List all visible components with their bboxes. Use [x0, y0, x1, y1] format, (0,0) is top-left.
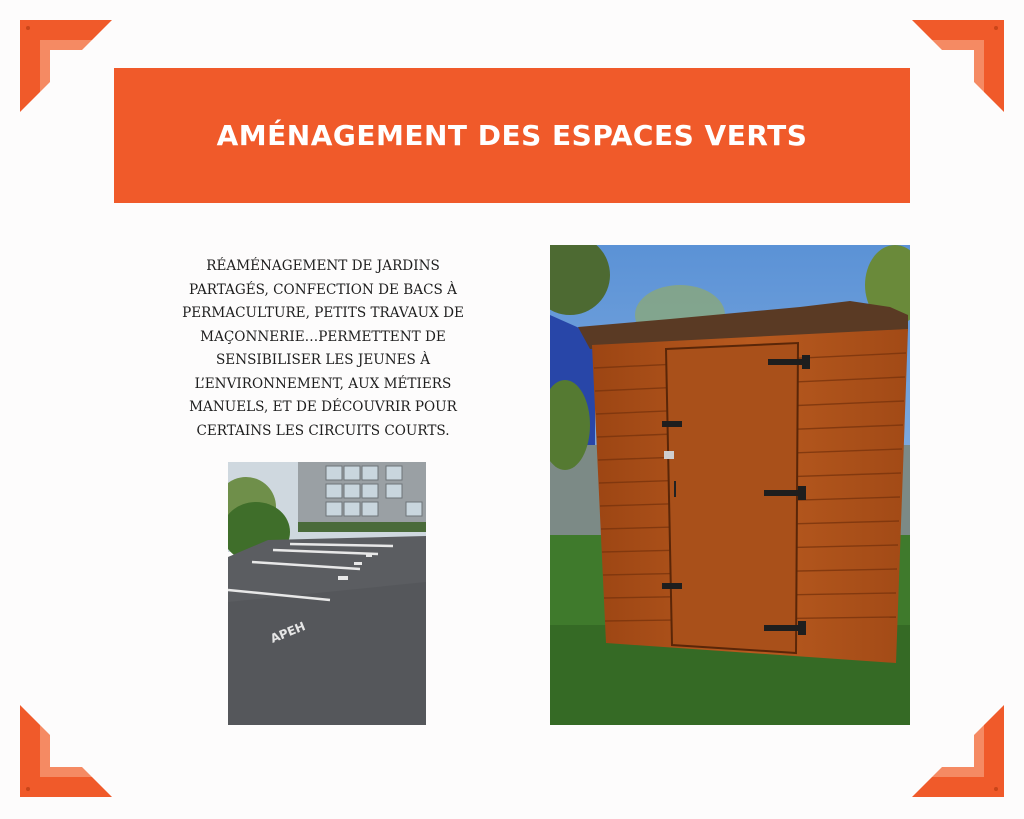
description-text: RÉAMÉNAGEMENT DE JARDINS PARTAGÉS, CONFECTION DE BACS À PERMACULTURE, PETITS TRAVAUX DE MAÇONNERIE…PERMETTENT DE SENSIBILISER LES JEUNES À L’ENVIRONNEMENT, AUX MÉTIERS MANUELS, ET DE DÉCOUVRIR POUR CERTAINS LES CIRCUITS COURTS.	[182, 258, 464, 439]
shed-photo	[550, 245, 910, 725]
corner-bracket-bottom-left	[20, 705, 112, 797]
parking-photo	[228, 462, 426, 725]
corner-bracket-bottom-right	[912, 705, 1004, 797]
title-banner	[114, 68, 910, 203]
parking-marking: APEH	[268, 619, 308, 646]
page-title: AMÉNAGEMENT DES ESPACES VERTS	[216, 119, 808, 152]
corner-bracket-top-right	[912, 20, 1004, 112]
corner-bracket-top-left	[20, 20, 112, 112]
